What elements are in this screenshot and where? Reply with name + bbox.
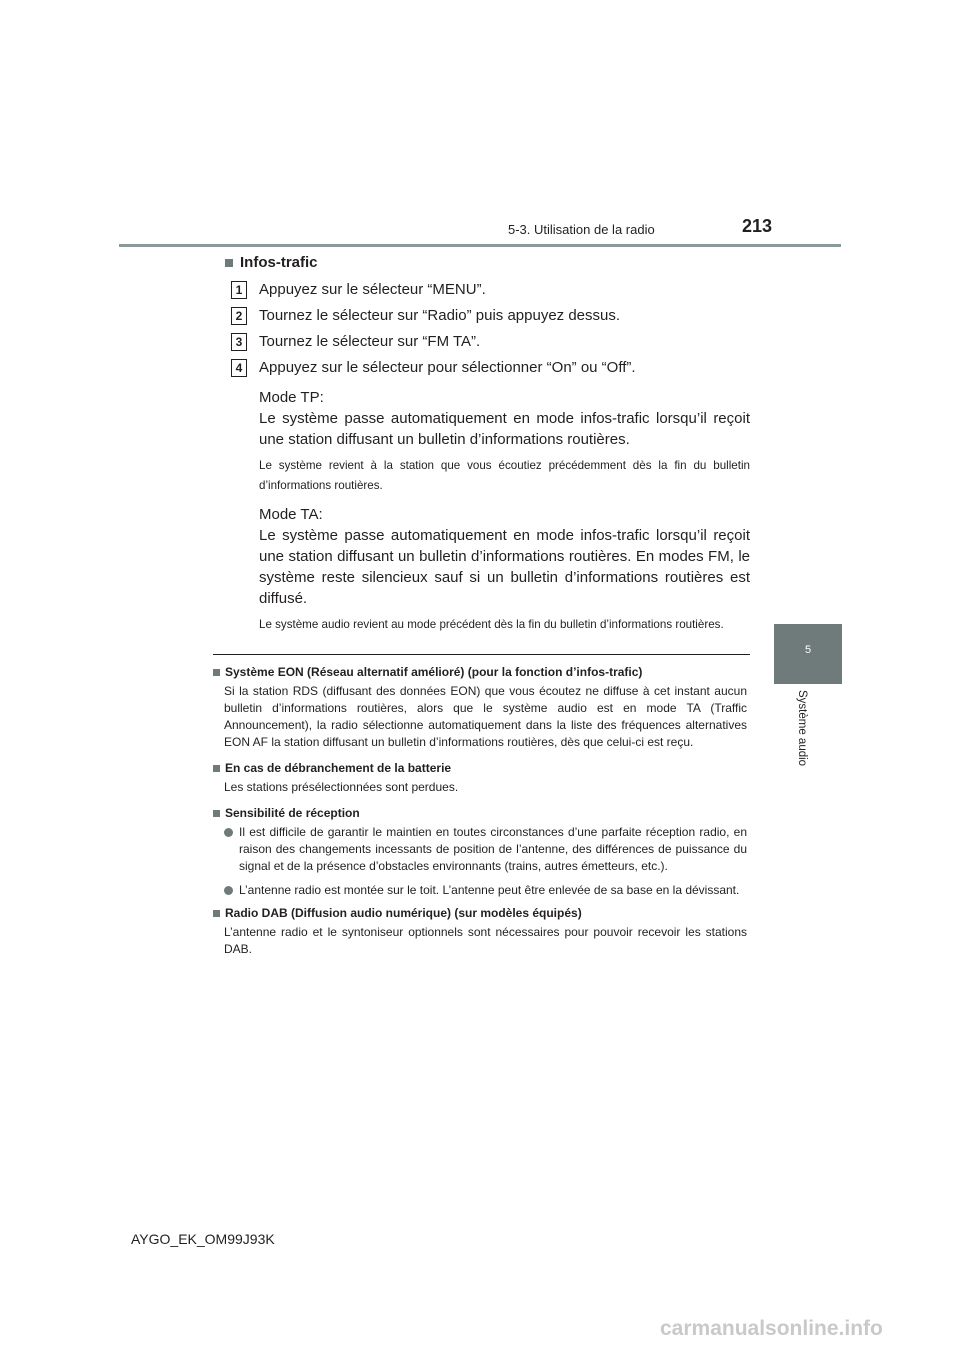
notes-section [213,665,747,968]
square-bullet-icon [213,765,220,772]
ta-mode-text: Le système passe automatiquement en mode infos-trafic lorsqu’il reçoit une station diffusant un bulletin d’informations routières. En modes FM, le système reste silencieux sauf si un bulletin d’informations routières est diffusé. [259,527,750,607]
note-eon-title [213,665,747,679]
section-heading [213,254,750,271]
square-bullet-icon [225,259,233,267]
section-title: 5-3. Utilisation de la radio [508,222,655,237]
ta-mode-title: Mode TA: [259,506,323,523]
note-battery-text: Les stations présélectionnées sont perdues. [224,780,459,794]
step-number-box: 3 [231,333,247,351]
chapter-tab [774,624,842,684]
note-title-text: Sensibilité de réception [225,806,360,820]
step-3 [213,333,750,351]
step-4 [213,359,750,377]
square-bullet-icon [213,910,220,917]
main-content [213,254,750,635]
step-1 [213,281,750,299]
note-dab-title [213,906,747,920]
reception-bullet-2 [224,882,747,899]
chapter-number: 5 [804,644,812,656]
ta-mode-note: Le système audio revient au mode précédent dès la fin du bulletin d’informations routières. [259,618,724,631]
tp-mode-title: Mode TP: [259,389,324,406]
chapter-title: Système audio [796,690,808,767]
step-number-box: 2 [231,307,247,325]
note-title-text: En cas de débranchement de la batterie [225,761,452,775]
header-divider [119,244,841,247]
step-text: Tournez le sélecteur sur “Radio” puis appuyez dessus. [259,307,621,324]
watermark: carmanualsonline.info [660,1317,883,1340]
square-bullet-icon [213,669,220,676]
page-number: 213 [742,216,773,236]
reception-bullet-1 [224,824,747,875]
bullet-text: L’antenne radio est montée sur le toit. L’antenne peut être enlevée de sa base en la dévissant. [239,883,740,897]
step-text: Tournez le sélecteur sur “FM TA”. [259,333,481,350]
tp-mode-text: Le système passe automatiquement en mode infos-trafic lorsqu’il reçoit une station diffusant un bulletin d’informations routières. [259,410,750,448]
note-title-text: Système EON (Réseau alternatif amélioré) (pour la fonction d’infos-trafic) [225,665,643,679]
tp-mode-note: Le système revient à la station que vous écoutiez précédemment dès la fin du bulletin d’informations routières. [259,459,750,492]
document-code: AYGO_EK_OM99J93K [131,1231,275,1247]
step-text: Appuyez sur le sélecteur pour sélectionner “On” ou “Off”. [259,359,636,376]
note-dab-text: L’antenne radio et le syntoniseur optionnels sont nécessaires pour pouvoir recevoir les stations DAB. [224,925,747,956]
bullet-text: Il est difficile de garantir le maintien en toutes circonstances d’une parfaite réception radio, en raison des changements incessants de position de l’antenne, des différences de puissance du signal et de la présence d’obstacles environnants (trains, autres émetteurs, etc.). [239,825,747,873]
circle-bullet-icon [224,886,233,895]
notes-divider [213,654,750,655]
step-text: Appuyez sur le sélecteur “MENU”. [259,281,486,298]
note-eon-text: Si la station RDS (diffusant des données EON) que vous écoutez ne diffuse à cet instant aucun bulletin d’informations routières, alors que le système audio est en mode TA (Traffic Announcement), la radio sélectionne automatiquement dans la liste des fréquences alternatives EON AF la station diffusant un bulletin d’informations routières, dès que celui-ci est reçu. [224,684,747,749]
square-bullet-icon [213,810,220,817]
note-battery-title [213,761,747,775]
heading-text: Infos-trafic [240,254,318,271]
note-reception-title [213,806,747,820]
step-number-box: 4 [231,359,247,377]
circle-bullet-icon [224,828,233,837]
step-2 [213,307,750,325]
note-title-text: Radio DAB (Diffusion audio numérique) (sur modèles équipés) [225,906,582,920]
step-number-box: 1 [231,281,247,299]
